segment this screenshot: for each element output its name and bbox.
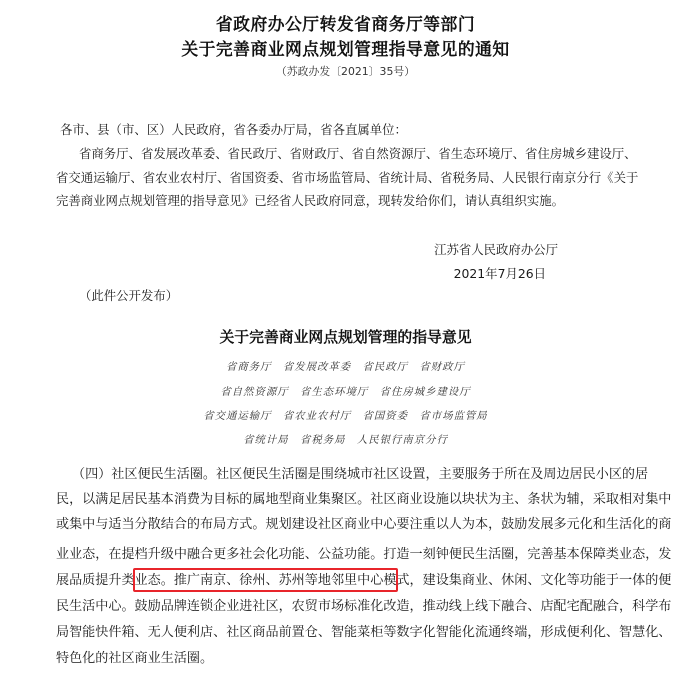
opinion-title: 关于完善商业网点规划管理的指导意见 bbox=[219, 329, 472, 346]
notice-body-line3: 完善商业网点规划管理的指导意见》已经省人民政府同意，现转发给你们，请认真组织实施。 bbox=[56, 193, 565, 208]
paragraph-line: 特色化的社区商业生活圈。 bbox=[56, 651, 214, 666]
notice-body-line1: 省商务厅、省发展改革委、省民政厅、省财政厅、省自然资源厅、省生态环境厅、省住房城乡建设厅、 bbox=[79, 146, 637, 161]
issuer-signature: 江苏省人民政府办公厅 bbox=[434, 242, 558, 257]
paragraph-line: 展品质提升类业态。推广南京、徐州、苏州等地邻里中心模式，建设集商业、休闲、文化等功能于一体的便 bbox=[56, 573, 672, 588]
document-number: （苏政办发〔2021〕35号） bbox=[275, 65, 416, 78]
department-list-line: 省交通运输厅 省农业农村厅 省国资委 省市场监管局 bbox=[203, 410, 488, 422]
issue-date: 2021年7月26日 bbox=[453, 266, 546, 281]
salutation: 各市、县（市、区）人民政府，省各委办厅局，省各直属单位： bbox=[60, 122, 407, 137]
notice-title-line1: 省政府办公厅转发省商务厅等部门 bbox=[215, 14, 476, 34]
department-list-line: 省自然资源厅 省生态环境厅 省住房城乡建设厅 bbox=[220, 386, 471, 398]
paragraph-line: 民，以满足居民基本消费为目标的属地型商业集聚区。社区商业设施以块状为主、条状为辅，采取相对集中 bbox=[56, 492, 672, 507]
department-list-line: 省商务厅 省发展改革委 省民政厅 省财政厅 bbox=[226, 361, 465, 373]
paragraph-line: 局智能快件箱、无人便利店、社区商品前置仓、智能菜柜等数字化智能化流通终端，形成便利化、智慧化、 bbox=[56, 625, 672, 640]
notice-title-line2: 关于完善商业网点规划管理指导意见的通知 bbox=[181, 39, 510, 59]
paragraph-line: 民生活中心。鼓励品牌连锁企业进社区，农贸市场标准化改造，推动线上线下融合、店配宅配融合，科学布 bbox=[56, 599, 672, 614]
notice-body-line2: 省交通运输厅、省农业农村厅、省国资委、省市场监管局、省统计局、省税务局、人民银行南京分行《关于 bbox=[56, 170, 639, 185]
department-list-line: 省统计局 省税务局 人民银行南京分行 bbox=[243, 434, 448, 446]
paragraph-line: 业业态，在提档升级中融合更多社会化功能、公益功能。打造一刻钟便民生活圈，完善基本保障类业态，发 bbox=[56, 547, 672, 562]
highlight-box bbox=[133, 568, 398, 592]
paragraph-line: 或集中与适当分散结合的布局方式。规划建设社区商业中心要注重以人为本，鼓励发展多元化和生活化的商 bbox=[56, 517, 672, 532]
paragraph-line: （四）社区便民生活圈。社区便民生活圈是围绕城市社区设置，主要服务于所在及周边居民小区的居 bbox=[72, 467, 649, 482]
publication-note: （此件公开发布） bbox=[79, 288, 179, 303]
